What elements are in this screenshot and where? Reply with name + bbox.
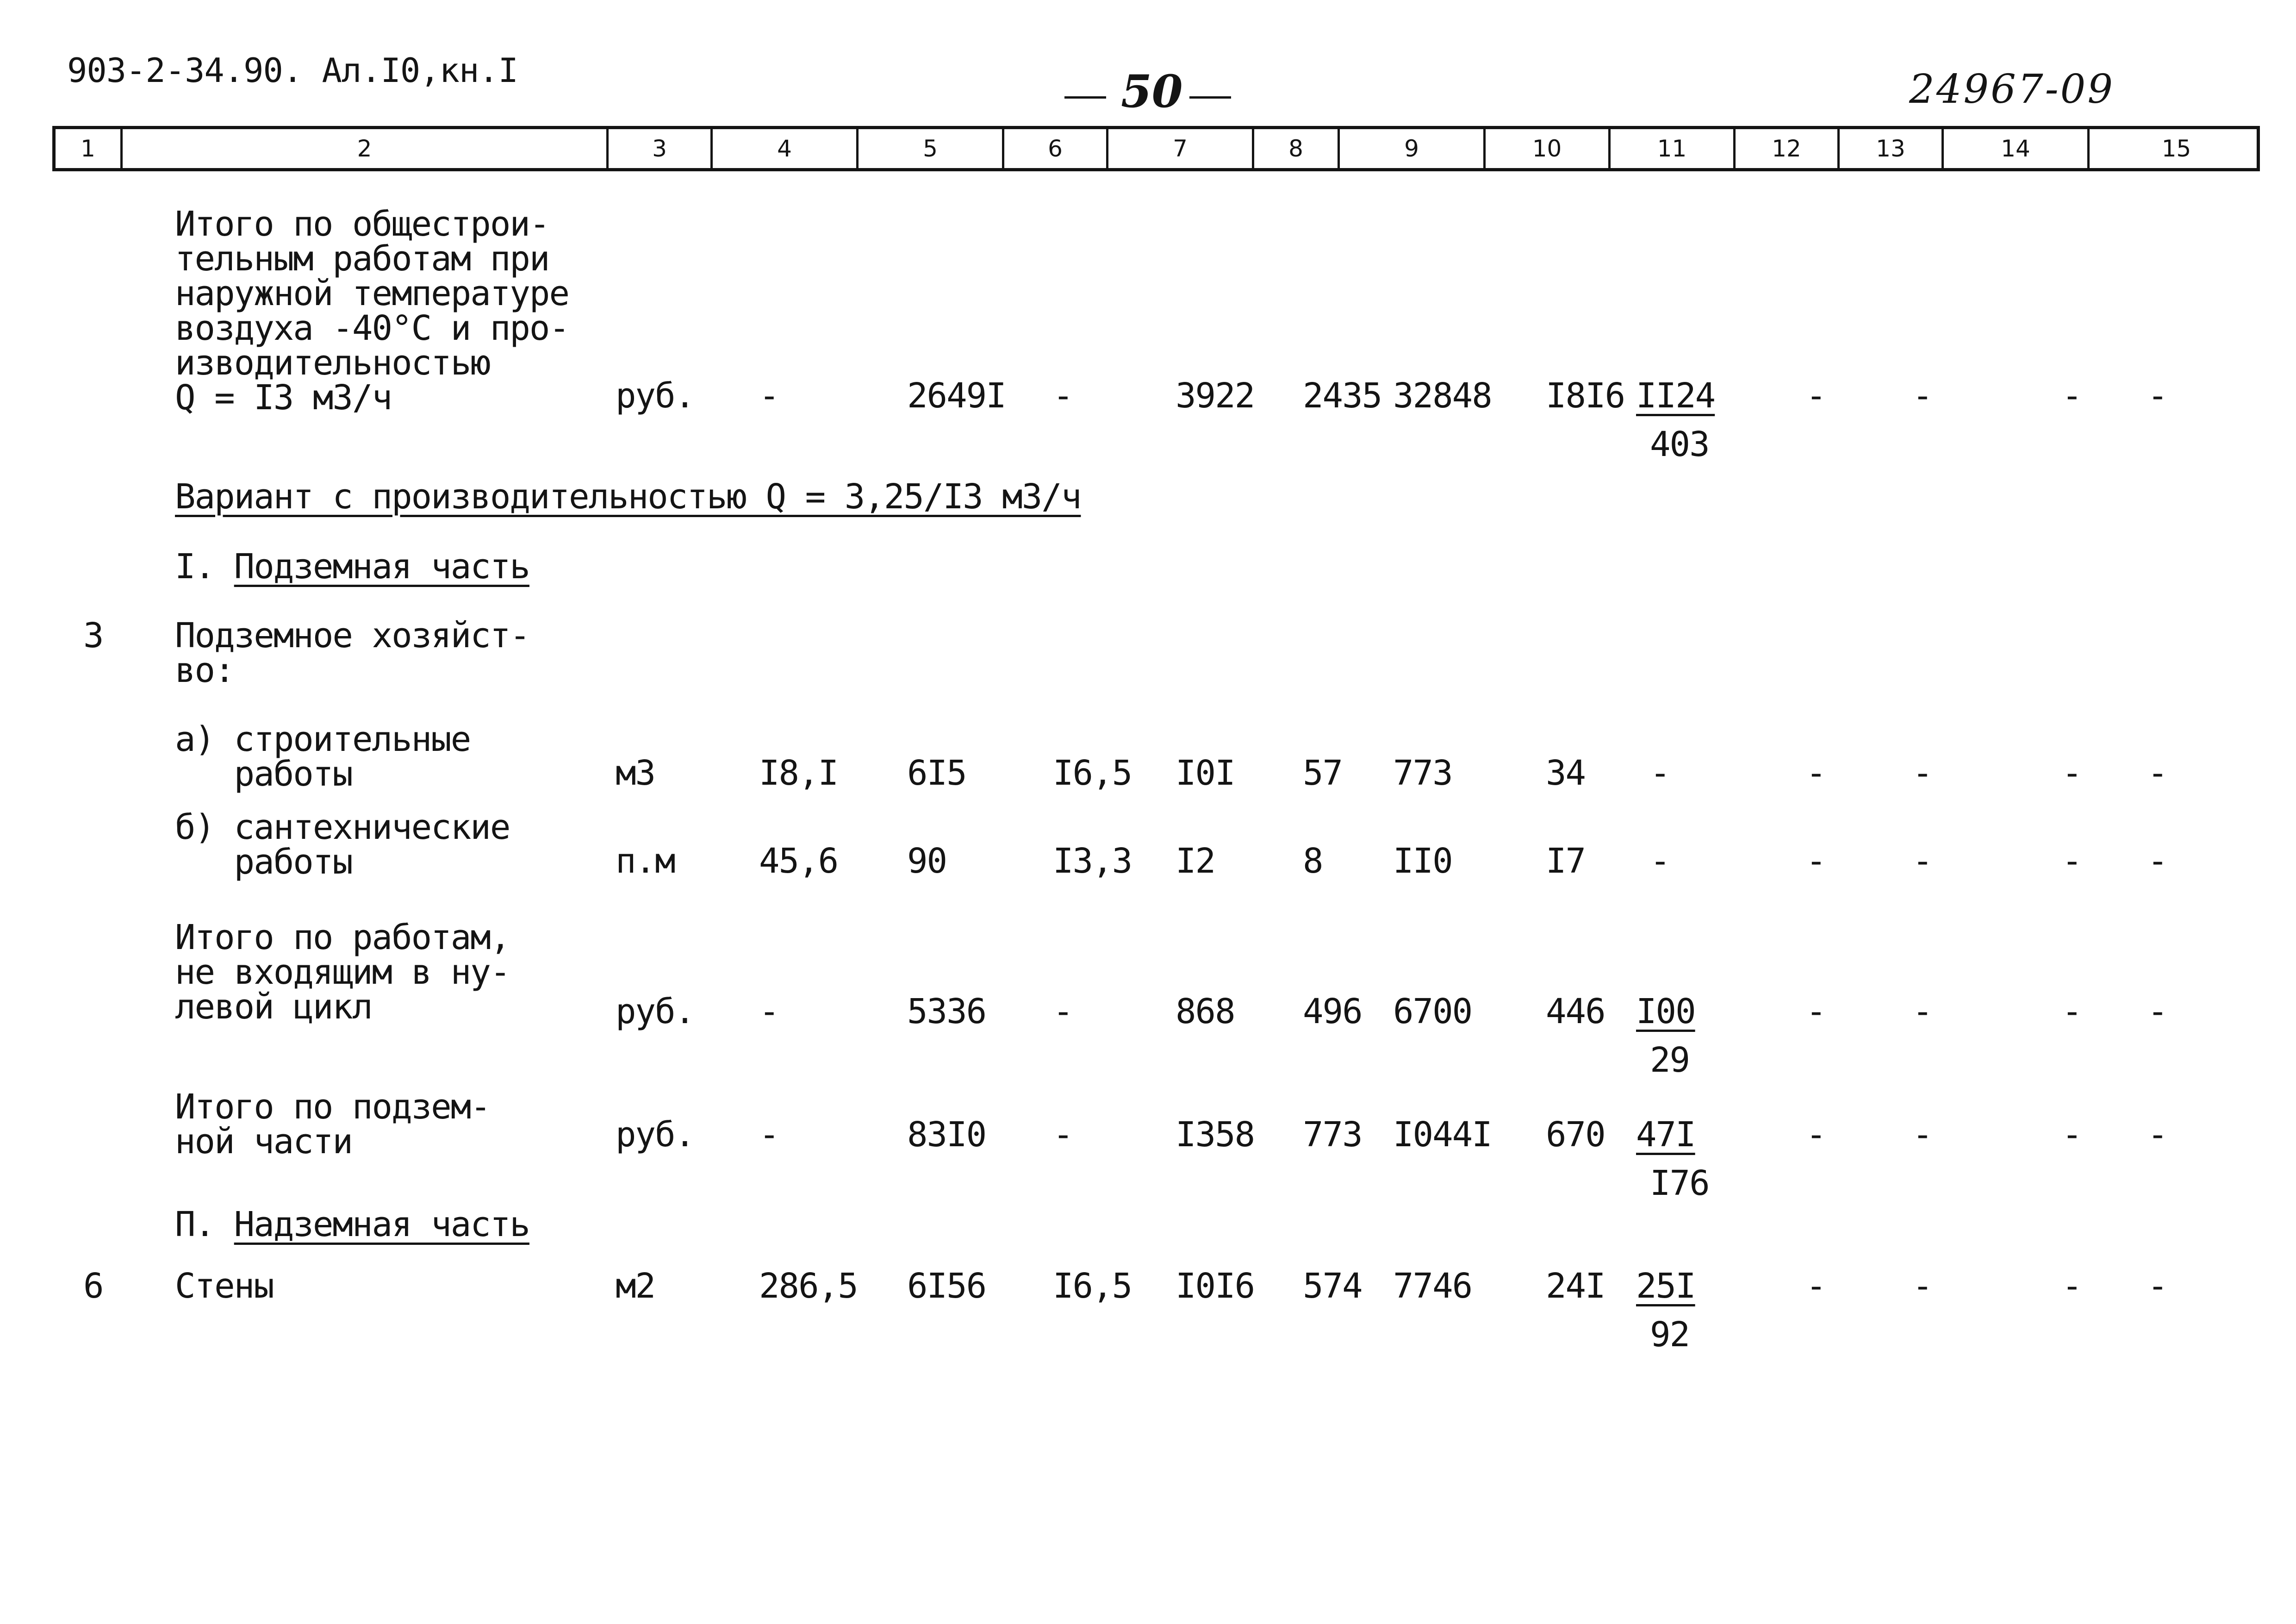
description-line: Стены: [175, 1266, 274, 1306]
row-description: [175, 1266, 274, 1306]
value-cell-12: -: [1806, 1115, 1826, 1155]
value-cell-4: -: [759, 1115, 779, 1155]
section-heading-underground: [175, 547, 529, 587]
value-cell-7: I358: [1176, 1115, 1255, 1155]
value-cell-13: -: [1912, 1266, 1932, 1306]
document-code: 903-2-34.90. Ал.I0,кн.I: [67, 51, 518, 90]
unit-cell: п.м: [616, 841, 675, 881]
page-number: 50: [1121, 65, 1183, 118]
value-cell-14: -: [2062, 1266, 2082, 1306]
value-cell-13: -: [1912, 992, 1932, 1031]
value-cell-6: -: [1053, 1115, 1073, 1155]
section-number: I.: [175, 547, 215, 587]
value-cell-5: 6I5: [907, 753, 966, 793]
value-cell-9: II0: [1393, 841, 1452, 881]
value-cell-7: 868: [1176, 992, 1235, 1031]
page-number-dash-right: [1189, 96, 1231, 99]
value-cell-9: 7746: [1393, 1266, 1472, 1306]
section-title: Подземная часть: [234, 547, 529, 587]
column-number-15: 15: [2161, 135, 2191, 162]
column-number-header: [52, 126, 2260, 171]
value-cell-10: 446: [1546, 992, 1605, 1031]
section-title: Надземная часть: [234, 1205, 529, 1244]
value-cell-4: I8,I: [759, 753, 838, 793]
value-cell-14: -: [2062, 753, 2082, 793]
value-cell-11-numerator: 25I: [1636, 1266, 1695, 1306]
value-cell-8: 57: [1303, 753, 1343, 793]
value-cell-8: 8: [1303, 841, 1323, 881]
column-number-11: 11: [1611, 129, 1736, 168]
description-line: не входящим в ну-: [175, 952, 510, 992]
value-cell-7: I2: [1176, 841, 1215, 881]
row-description: [175, 618, 529, 688]
description-line: тельным работам при: [175, 239, 549, 279]
value-cell-11-denominator: 92: [1650, 1315, 1690, 1355]
value-cell-10: 670: [1546, 1115, 1605, 1155]
value-cell-9: 32848: [1393, 376, 1492, 416]
value-cell-14: -: [2062, 376, 2082, 416]
row-description: [175, 807, 510, 882]
section-number: П.: [175, 1205, 215, 1244]
value-cell-10: I7: [1546, 841, 1586, 881]
description-line: во:: [175, 650, 234, 690]
value-cell-11-numerator: I00: [1636, 992, 1695, 1031]
value-cell-13: -: [1912, 1115, 1932, 1155]
value-cell-10: I8I6: [1546, 376, 1625, 416]
value-cell-5: 90: [907, 841, 947, 881]
value-cell-13: -: [1912, 376, 1932, 416]
value-cell-8: 574: [1303, 1266, 1362, 1306]
value-cell-12: -: [1806, 841, 1826, 881]
value-cell-4: 286,5: [759, 1266, 858, 1306]
description-line: работы: [175, 842, 352, 882]
value-cell-5: 5336: [907, 992, 986, 1031]
unit-cell: руб.: [616, 376, 695, 416]
description-line: Итого по работам,: [175, 918, 510, 957]
unit-cell: руб.: [616, 1115, 695, 1155]
value-cell-7: I0I6: [1176, 1266, 1255, 1306]
column-number-6: 6: [1004, 129, 1108, 168]
row-number: 6: [83, 1266, 103, 1306]
description-line: наружной температуре: [175, 274, 569, 313]
value-cell-10: 24I: [1546, 1266, 1605, 1306]
sheet-code: 24967-09: [1909, 66, 2115, 112]
description-line: Подземное хозяйст-: [175, 616, 529, 656]
value-cell-11-denominator: 403: [1650, 425, 1709, 464]
value-cell-15: -: [2147, 992, 2167, 1031]
value-cell-8: 2435: [1303, 376, 1382, 416]
description-line: ной части: [175, 1122, 352, 1162]
column-number-7: 7: [1108, 129, 1254, 168]
row-description: [175, 719, 471, 794]
value-cell-14: -: [2062, 1115, 2082, 1155]
column-number-4: 4: [713, 129, 859, 168]
unit-cell: м3: [616, 753, 655, 793]
value-cell-12: -: [1806, 376, 1826, 416]
value-cell-7: I0I: [1176, 753, 1235, 793]
value-cell-5: 2649I: [907, 376, 1006, 416]
description-line: левой цикл: [175, 987, 372, 1027]
value-cell-13: -: [1912, 841, 1932, 881]
value-cell-9: 773: [1393, 753, 1452, 793]
value-cell-5: 83I0: [907, 1115, 986, 1155]
page-number-group: [1064, 65, 1240, 119]
unit-cell: руб.: [616, 992, 695, 1031]
description-line: а) строительные: [175, 719, 471, 759]
column-number-13: 13: [1840, 129, 1944, 168]
description-line: изводительностью: [175, 343, 490, 383]
value-cell-4: -: [759, 992, 779, 1031]
value-cell-8: 773: [1303, 1115, 1362, 1155]
column-number-12: 12: [1736, 129, 1840, 168]
value-cell-13: -: [1912, 753, 1932, 793]
description-line: воздуха -40°С и про-: [175, 308, 569, 348]
value-cell-6: I6,5: [1053, 1266, 1132, 1306]
value-cell-11-numerator: 47I: [1636, 1115, 1695, 1155]
value-cell-11-denominator: 29: [1650, 1040, 1690, 1080]
description-line: б) сантехнические: [175, 807, 510, 847]
value-cell-12: -: [1806, 992, 1826, 1031]
value-cell-15: -: [2147, 1115, 2167, 1155]
value-cell-11-numerator: II24: [1636, 376, 1715, 416]
column-number-3: 3: [609, 129, 713, 168]
value-cell-11-denominator: I76: [1650, 1163, 1709, 1203]
row-number: 3: [83, 616, 103, 656]
description-line: Итого по подзем-: [175, 1087, 490, 1127]
value-cell-6: -: [1053, 376, 1073, 416]
value-cell-15: -: [2147, 376, 2167, 416]
value-cell-5: 6I56: [907, 1266, 986, 1306]
column-number-8: 8: [1254, 129, 1340, 168]
column-number-14: 14: [1944, 129, 2090, 168]
value-cell-4: -: [759, 376, 779, 416]
value-cell-11-numerator: -: [1650, 841, 1670, 881]
value-cell-15: -: [2147, 841, 2167, 881]
value-cell-11-numerator: -: [1650, 753, 1670, 793]
variant-heading: Вариант с производительностью Q = 3,25/I3 м3/ч: [175, 477, 1081, 517]
value-cell-9: 6700: [1393, 992, 1472, 1031]
value-cell-10: 34: [1546, 753, 1586, 793]
value-cell-14: -: [2062, 992, 2082, 1031]
column-number-9: 9: [1340, 129, 1486, 168]
value-cell-9: I044I: [1393, 1115, 1492, 1155]
value-cell-7: 3922: [1176, 376, 1255, 416]
value-cell-14: -: [2062, 841, 2082, 881]
column-number-2: 2: [123, 129, 609, 168]
row-description: [175, 1087, 490, 1162]
value-cell-12: -: [1806, 1266, 1826, 1306]
value-cell-4: 45,6: [759, 841, 838, 881]
value-cell-15: -: [2147, 753, 2167, 793]
description-line: Q = I3 м3/ч: [175, 378, 392, 418]
value-cell-15: -: [2147, 1266, 2167, 1306]
value-cell-6: -: [1053, 992, 1073, 1031]
section-heading-aboveground: [175, 1207, 529, 1242]
page-number-dash-left: [1064, 96, 1106, 99]
value-cell-6: I3,3: [1053, 841, 1132, 881]
column-number-5: 5: [859, 129, 1004, 168]
value-cell-8: 496: [1303, 992, 1362, 1031]
unit-cell: м2: [616, 1266, 655, 1306]
value-cell-12: -: [1806, 753, 1826, 793]
value-cell-6: I6,5: [1053, 753, 1132, 793]
row-description: [175, 204, 569, 418]
column-number-1: 1: [56, 129, 123, 168]
column-number-10: 10: [1486, 129, 1611, 168]
description-line: Итого по общестрои-: [175, 204, 549, 244]
row-description: [175, 918, 510, 1027]
description-line: работы: [175, 754, 352, 794]
